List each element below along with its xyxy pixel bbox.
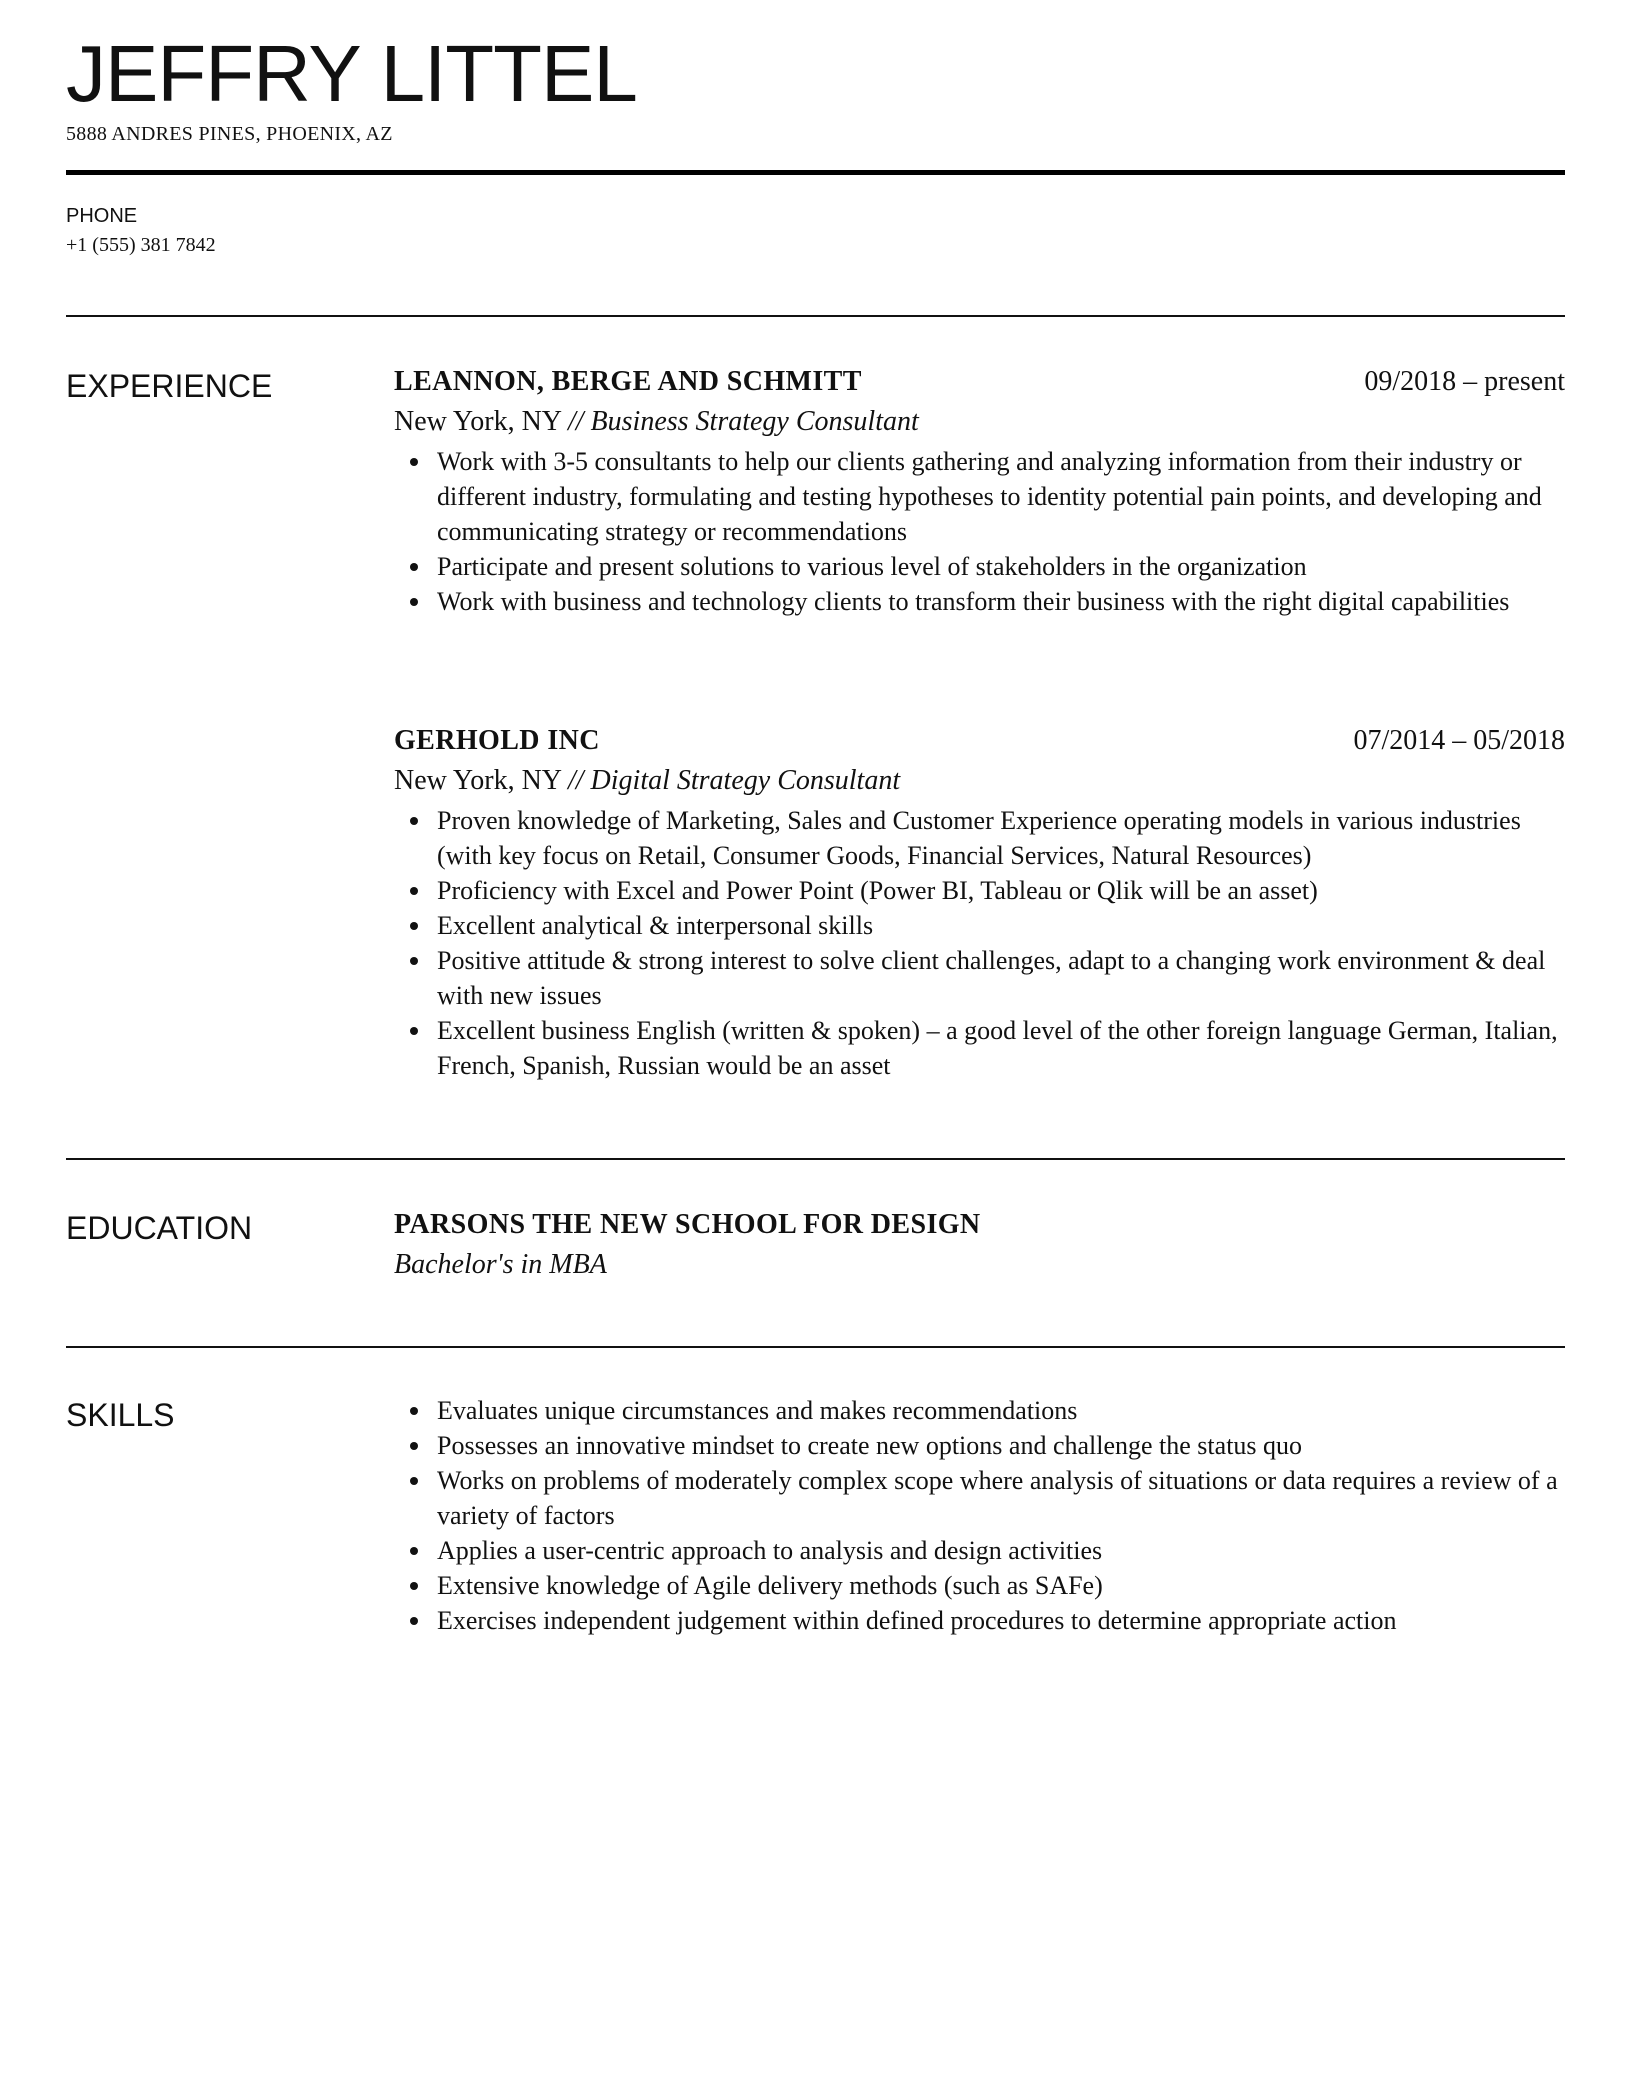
job-role: Business Strategy Consultant (590, 406, 919, 437)
candidate-name: JEFFRY LITTEL (66, 29, 637, 118)
job-header (394, 721, 1565, 761)
section-divider (66, 1346, 1565, 1348)
skill-item: Applies a user-centric approach to analysis and design activities (394, 1533, 1565, 1568)
skills-entry (394, 1393, 1565, 1638)
candidate-address: 5888 ANDRES PINES, PHOENIX, AZ (66, 123, 393, 145)
skill-item: Exercises independent judgement within defined procedures to determine appropriate action (394, 1603, 1565, 1638)
job-bullet: Excellent business English (written & spoken) – a good level of the other foreign language German, Italian, French, Spanish, Russian would be an asset (394, 1013, 1565, 1083)
job-bullet: Positive attitude & strong interest to solve client challenges, adapt to a changing work environment & deal with new issues (394, 943, 1565, 1013)
skill-item: Evaluates unique circumstances and makes recommendations (394, 1393, 1565, 1428)
skills-heading: SKILLS (66, 1397, 175, 1433)
education-heading: EDUCATION (66, 1210, 253, 1246)
job-bullets (394, 444, 1565, 619)
header-divider (66, 170, 1565, 175)
job-bullet: Proficiency with Excel and Power Point (Power BI, Tableau or Qlik will be an asset) (394, 873, 1565, 908)
job-separator: // (567, 406, 584, 437)
job-header (394, 362, 1565, 402)
job-bullet: Work with 3-5 consultants to help our clients gathering and analyzing information from their industry or different industry, formulating and testing hypotheses to identity potential pain points, and developing and communicating strategy or recommendations (394, 444, 1565, 549)
job-location: New York, NY (394, 765, 561, 796)
job-bullet: Excellent analytical & interpersonal skills (394, 908, 1565, 943)
skill-item: Works on problems of moderately complex scope where analysis of situations or data requires a review of a variety of factors (394, 1463, 1565, 1533)
job-bullet: Work with business and technology clients to transform their business with the right digital capabilities (394, 584, 1565, 619)
school-name: PARSONS THE NEW SCHOOL FOR DESIGN (394, 1209, 981, 1240)
job-bullet: Proven knowledge of Marketing, Sales and Customer Experience operating models in various industries (with key focus on Retail, Consumer Goods, Financial Services, Natural Resources) (394, 803, 1565, 873)
job-entry (394, 362, 1565, 619)
job-company: GERHOLD INC (394, 725, 600, 756)
section-divider (66, 315, 1565, 317)
degree: Bachelor's in MBA (394, 1249, 607, 1280)
job-subtitle (394, 761, 1565, 801)
job-location: New York, NY (394, 406, 561, 437)
job-dates: 07/2014 – 05/2018 (1353, 725, 1565, 756)
skill-item: Extensive knowledge of Agile delivery methods (such as SAFe) (394, 1568, 1565, 1603)
education-entry (394, 1205, 1565, 1285)
section-divider (66, 1158, 1565, 1160)
experience-heading: EXPERIENCE (66, 368, 273, 404)
skills-list (394, 1393, 1565, 1638)
job-entry (394, 721, 1565, 1083)
job-bullet: Participate and present solutions to various level of stakeholders in the organization (394, 549, 1565, 584)
skill-item: Possesses an innovative mindset to create new options and challenge the status quo (394, 1428, 1565, 1463)
job-bullets (394, 803, 1565, 1083)
job-company: LEANNON, BERGE AND SCHMITT (394, 366, 862, 397)
phone-label: PHONE (66, 205, 138, 227)
phone-value: +1 (555) 381 7842 (66, 234, 216, 256)
job-role: Digital Strategy Consultant (590, 765, 901, 796)
job-separator: // (567, 765, 584, 796)
job-subtitle (394, 402, 1565, 442)
job-dates: 09/2018 – present (1364, 366, 1565, 397)
